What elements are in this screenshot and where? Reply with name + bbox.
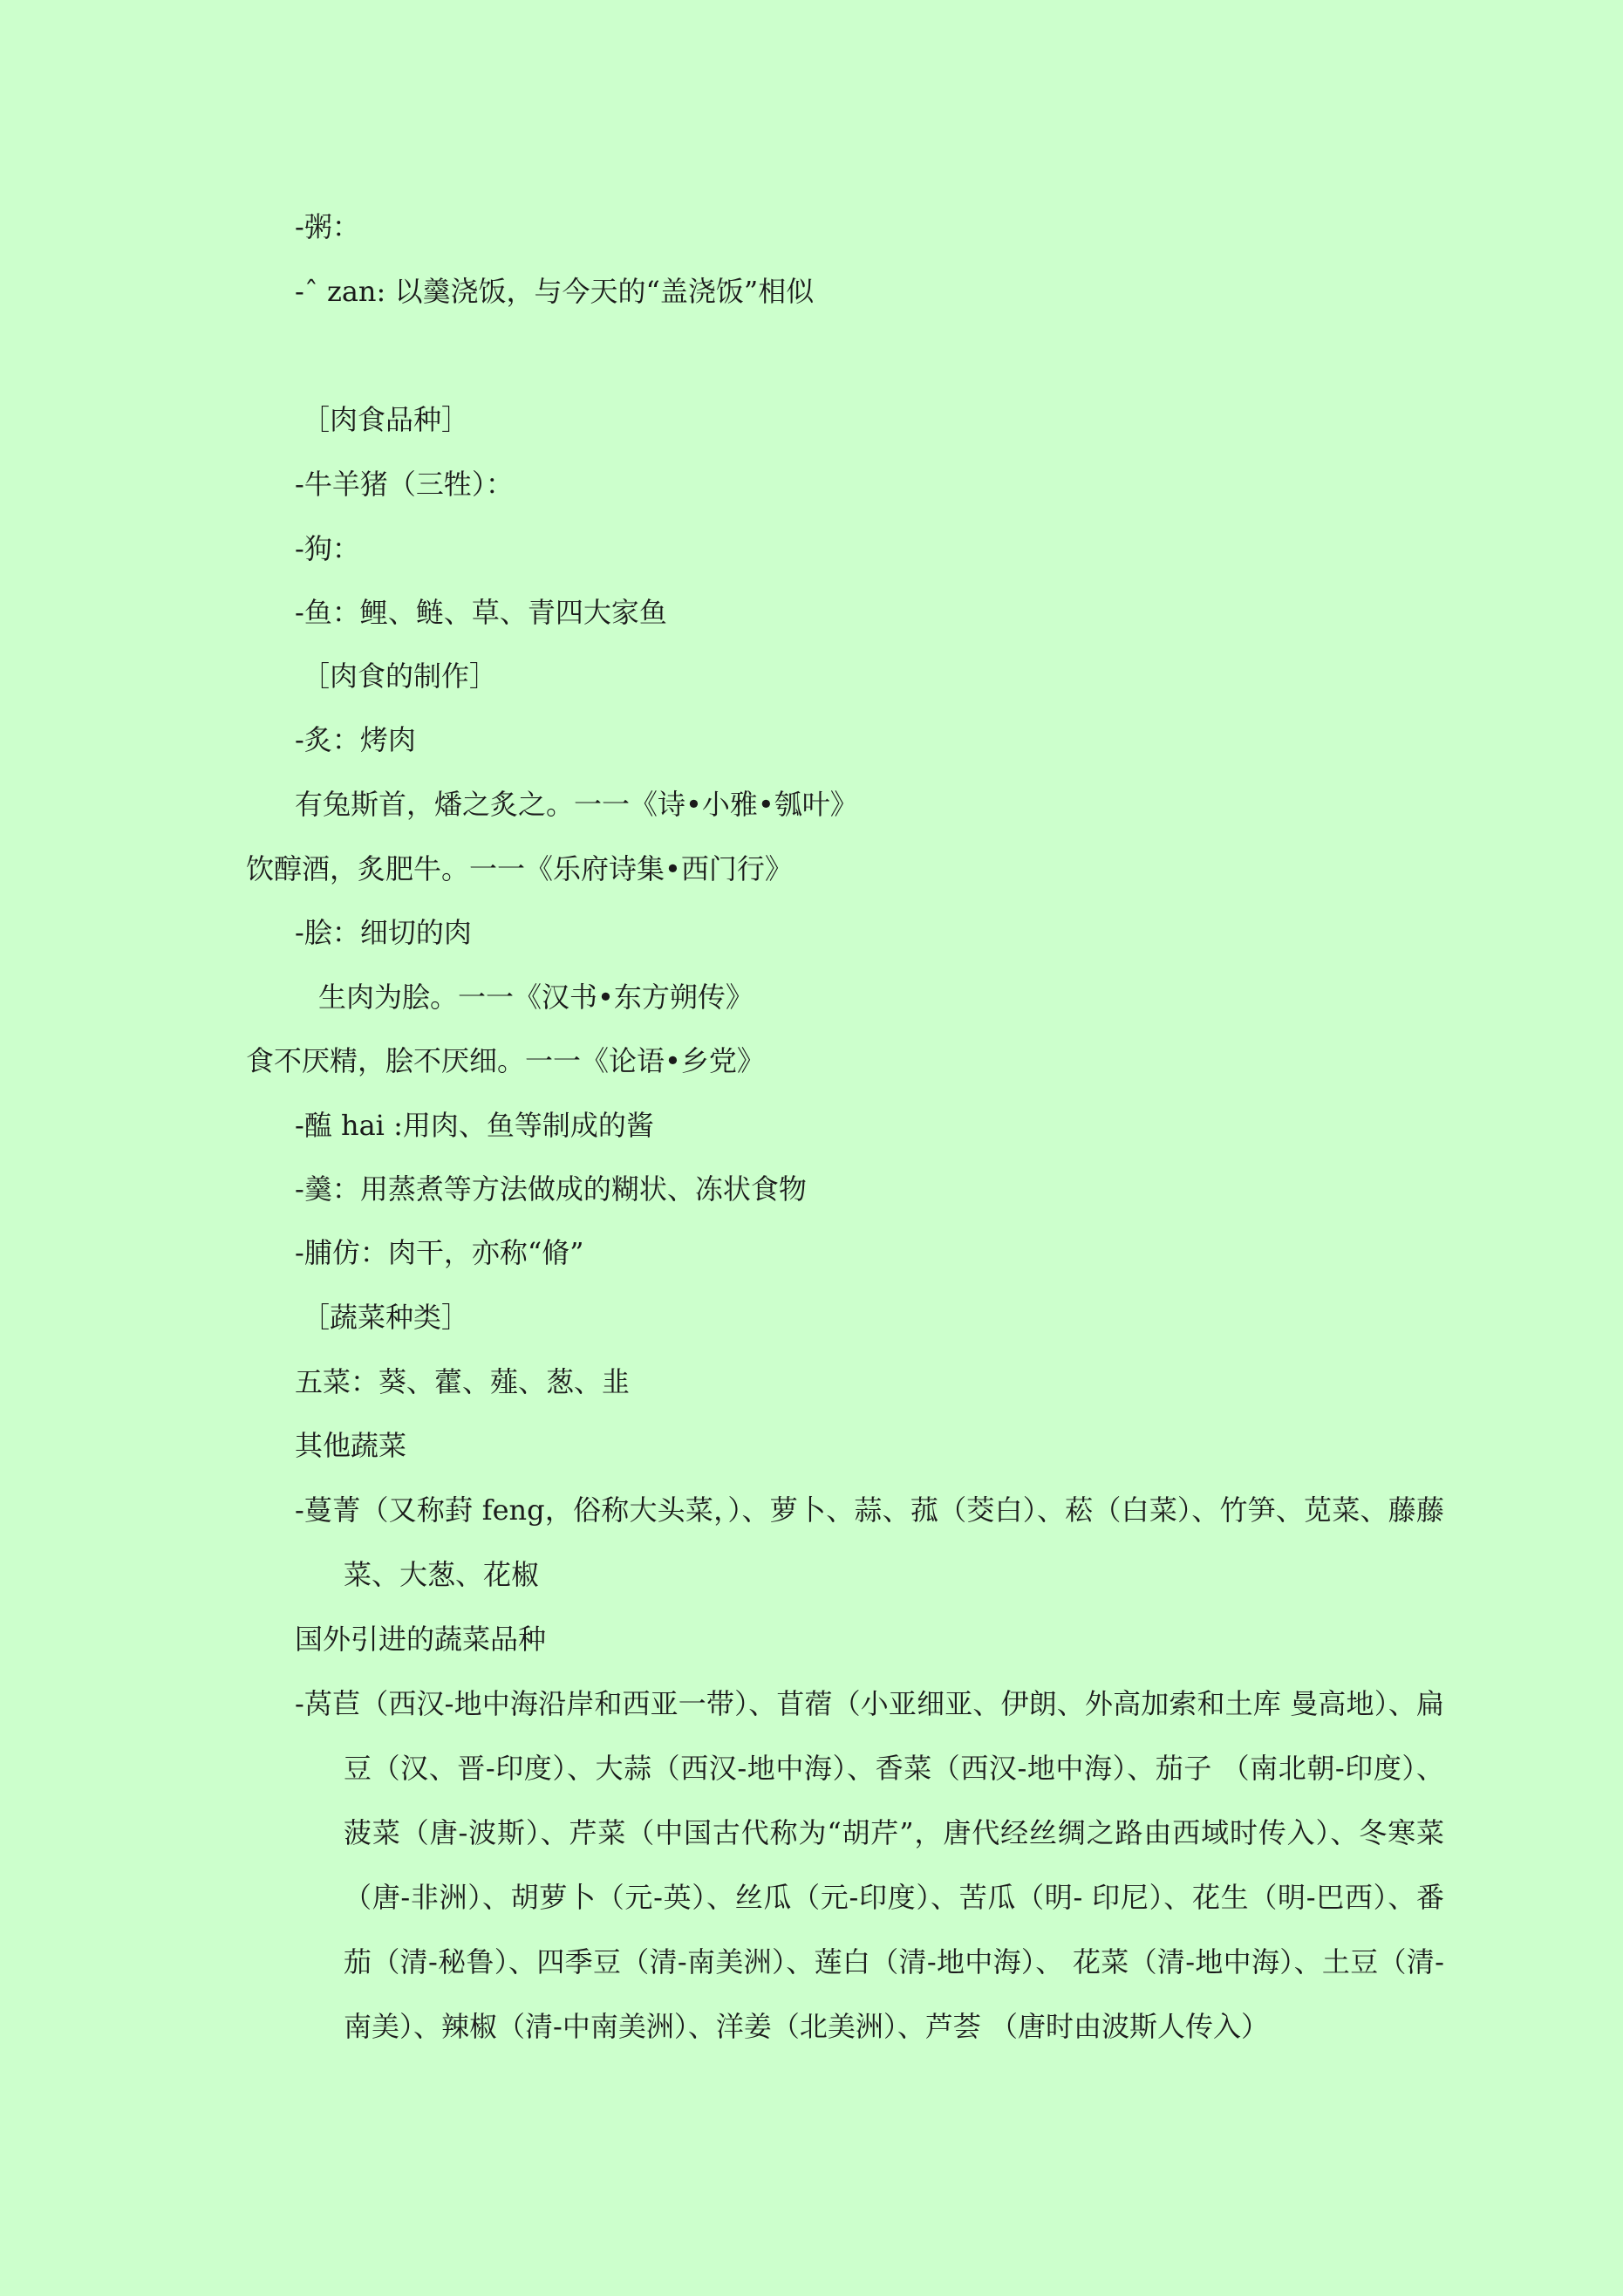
entry-kuai: -脍：细切的肉 [295,916,472,949]
section-heading-meat-varieties: ［肉食品种］ [302,403,470,436]
quote-yuefu: 饮醇酒，炙肥牛。一一《乐府诗集•西门行》 [246,852,793,885]
paragraph-other-vegetables: -蔓菁（又称葑 feng，俗称大头菜，）、萝卜、蒜、菰（茭白）、菘（白菜）、竹笋、苋菜、藤藤菜、大葱、花椒 [295,1493,1444,1591]
entry-porridge: -粥： [295,210,360,243]
section-heading-meat-preparation: ［肉食的制作］ [302,659,498,693]
subheading-imported-vegetables: 国外引进的蔬菜品种 [295,1623,547,1656]
entry-dried-meat: -脯仿：肉干，亦称“脩” [295,1236,584,1269]
quote-lunyu: 食不厌精，脍不厌细。一一《论语•乡党》 [246,1044,765,1077]
quote-hanshu: 生肉为脍。一一《汉书•东方朔传》 [318,981,754,1014]
entry-three-livestock: -牛羊猪（三牲）： [295,468,514,501]
quote-shijing: 有兔斯首，燔之炙之。一一《诗•小雅•瓠叶》 [295,788,858,821]
entry-zan: -ˆ zan: 以羹浇饭，与今天的“盖浇饭”相似 [295,275,815,308]
entry-dog: -狗： [295,532,360,565]
entry-fish: -鱼：鲤、鲢、草、青四大家鱼 [295,596,667,629]
entry-geng: -羹：用蒸煮等方法做成的糊状、冻状食物 [295,1172,807,1206]
entry-roast: -炙：烤肉 [295,723,416,756]
entry-five-vegetables: 五菜：葵、藿、薤、葱、韭 [295,1365,631,1398]
subheading-other-vegetables: 其他蔬菜 [295,1429,407,1462]
section-heading-vegetables: ［蔬菜种类］ [302,1301,470,1334]
paragraph-imported-vegetables: -莴苣（西汉-地中海沿岸和西亚一带）、苜蓿（小亚细亚、伊朗、外高加索和土库 曼高地）、扁豆（汉、晋-印度）、大蒜（西汉-地中海）、香菜（西汉-地中海）、茄子 （南北朝-印度）、菠菜（唐-波斯）、芹菜（中国古代称为“胡芹”，唐代经丝绸之路由西域时传入）、冬寒菜（唐-非洲）、胡萝卜（元-英）、丝瓜（元-印度）、苦瓜（明- 印尼）、花生（明-巴西）、番茄（清-秘鲁）、四季豆（清-南美洲）、莲白（清-地中海）、 花菜（清-地中海）、土豆（清-南美）、辣椒（清-中南美洲）、洋姜（北美洲）、芦荟 （唐时由波斯人传入） [295,1687,1444,2043]
entry-hai: -醢 hai :用肉、鱼等制成的酱 [295,1109,654,1142]
